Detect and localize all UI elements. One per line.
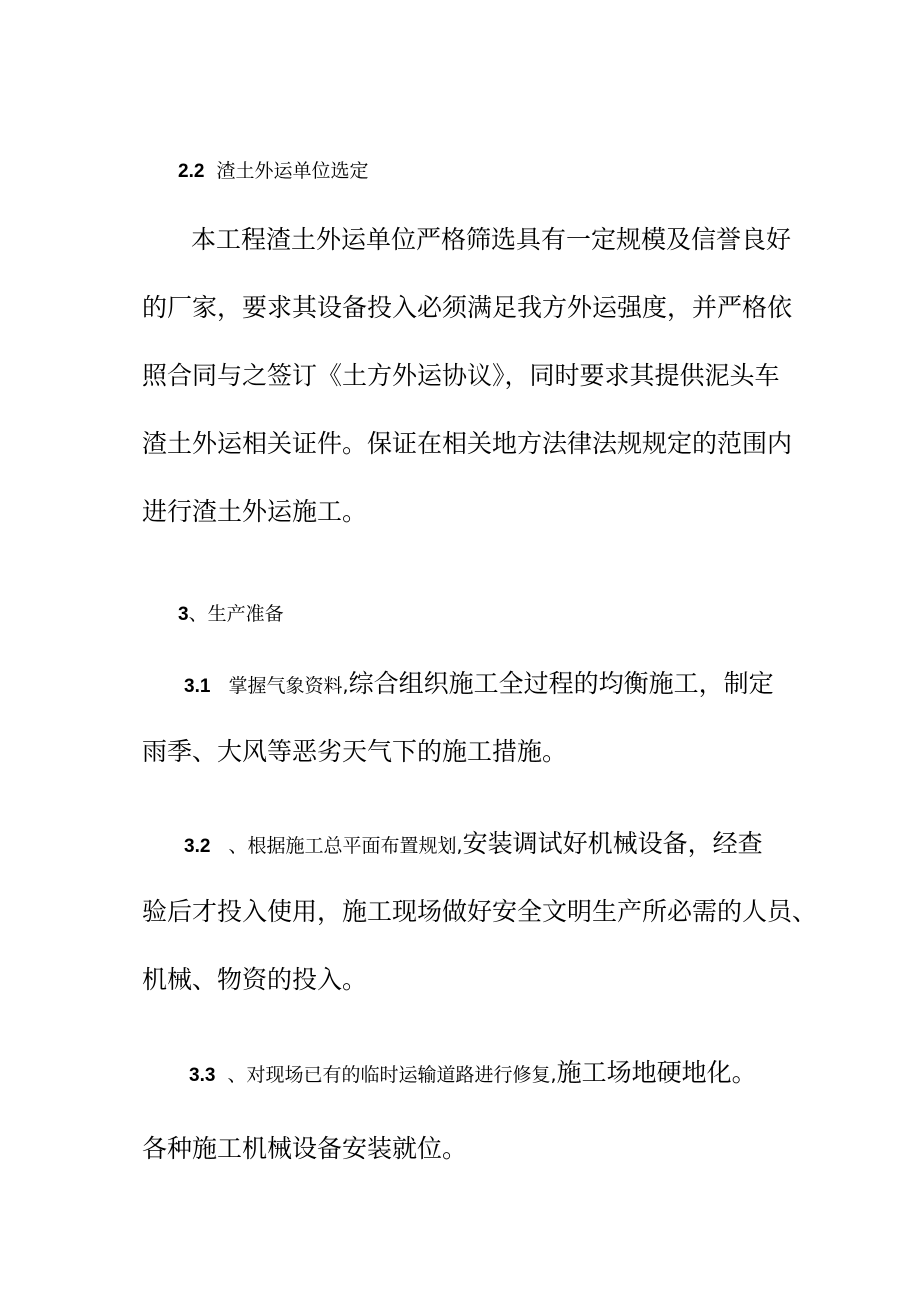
item-3-3-line-2: 各种施工机械设备安装就位。 xyxy=(142,1134,468,1163)
item-3-3-line-1 xyxy=(189,1057,757,1092)
section-2-2-line-5: 进行渣土外运施工。 xyxy=(142,497,368,526)
section-2-2-heading xyxy=(178,159,369,184)
item-3-1-first-line-rest: 综合组织施工全过程的均衡施工，制定 xyxy=(348,669,774,698)
item-3-2-number: 3.2 xyxy=(184,836,211,857)
item-3-2-lead-text: 、根据施工总平面布置规划, xyxy=(228,835,463,857)
item-3-2-line-2: 验后才投入使用，施工现场做好安全文明生产所必需的人员、 xyxy=(142,897,818,926)
section-2-2-line-3: 照合同与之签订《土方外运协议》，同时要求其提供泥头车 xyxy=(142,361,780,390)
item-3-2-line-1 xyxy=(184,828,763,863)
item-3-2-line-3: 机械、物资的投入。 xyxy=(142,965,368,994)
section-2-2-line-4: 渣土外运相关证件。保证在相关地方法律法规规定的范围内 xyxy=(142,429,793,458)
section-3-heading xyxy=(178,602,284,627)
item-3-2-first-line-rest: 安装调试好机械设备，经查 xyxy=(462,829,763,858)
item-3-3-first-line-rest: 施工场地硬地化。 xyxy=(556,1058,757,1087)
item-3-1-number: 3.1 xyxy=(184,676,211,697)
item-3-1-line-2: 雨季、大风等恶劣天气下的施工措施。 xyxy=(142,737,568,766)
section-2-2-title: 渣土外运单位选定 xyxy=(216,160,369,182)
section-2-2-number: 2.2 xyxy=(178,161,205,182)
item-3-3-number: 3.3 xyxy=(189,1065,216,1086)
section-3-title: 、生产准备 xyxy=(188,603,284,625)
item-3-1-lead xyxy=(184,675,349,697)
item-3-3-lead-text: 、对现场已有的临时运输道路进行修复, xyxy=(227,1064,557,1086)
item-3-2-lead xyxy=(184,835,463,857)
section-3-number: 3 xyxy=(178,604,189,625)
section-2-2-line-2: 的厂家，要求其设备投入必须满足我方外运强度，并严格依 xyxy=(142,293,793,322)
section-2-2-line-1: 本工程渣土外运单位严格筛选具有一定规模及信誉良好 xyxy=(191,225,792,254)
item-3-1-lead-text: 掌握气象资料, xyxy=(228,675,349,697)
item-3-3-lead xyxy=(189,1064,557,1086)
item-3-1-line-1 xyxy=(184,668,774,703)
